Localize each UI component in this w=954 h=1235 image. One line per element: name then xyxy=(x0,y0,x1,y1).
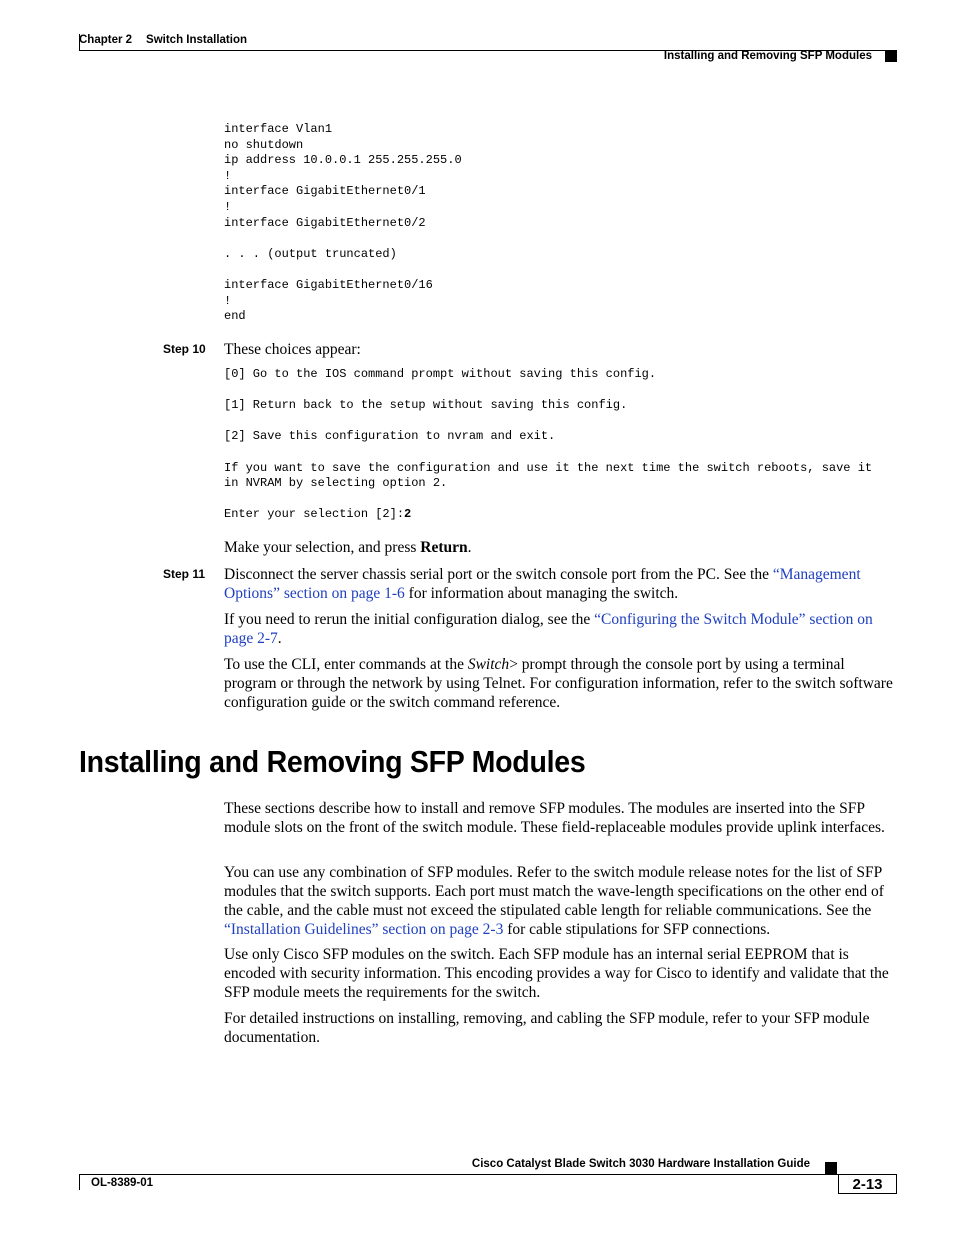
footer-doc-number: OL-8389-01 xyxy=(91,1177,154,1189)
step-11-paragraph-3 xyxy=(224,655,896,712)
section-heading: Installing and Removing SFP Modules xyxy=(79,744,586,779)
running-header-chapter xyxy=(79,34,247,46)
chapter-number: Chapter 2 xyxy=(79,34,133,46)
footer-rule xyxy=(79,1174,897,1175)
p3-text: To use the CLI, enter commands at the xyxy=(224,656,468,673)
running-header-section: Installing and Removing SFP Modules xyxy=(663,50,872,62)
switch-prompt: Switch xyxy=(467,656,510,673)
page-number: 2-13 xyxy=(838,1174,897,1194)
config-code-block: interface Vlan1 no shutdown ip address 10.0.0.1 255.255.255.0 ! interface GigabitEthernet0/1 ! interface GigabitEthernet0/2 . . . (output truncated) interface GigabitEthernet0/16 ! end xyxy=(224,122,462,324)
p3-text-end: > prompt through the console port by using a terminal program or through the network by using Telnet. For configuration information, refer to the switch software configuration guide or the switch command reference. xyxy=(224,656,893,711)
section-paragraph-3: Use only Cisco SFP modules on the switch. Each SFP module has an internal serial EEPROM that is encoded with security information. This encoding provides a way for Cisco to identify and validate that the SFP module meets the requirements for the switch. xyxy=(224,946,889,1001)
s2-text: You can use any combination of SFP modules. Refer to the switch module release notes for the list of SFP modules that the switch supports. Each port must match the wave-length specifications on the other end of the cable, and the cable must not exceed the stipulated cable length for reliable communications. See the xyxy=(224,864,884,919)
p1-text: Disconnect the server chassis serial port or the switch console port from the PC. See the xyxy=(224,566,773,583)
installation-guidelines-link[interactable]: “Installation Guidelines” section on page 2-3 xyxy=(224,921,504,938)
step-11-paragraph-2 xyxy=(224,610,896,648)
return-key: Return xyxy=(420,539,468,556)
p1-text-end: for information about managing the switch. xyxy=(404,585,679,602)
step-11-paragraph-1 xyxy=(224,565,896,603)
management-options-link[interactable]: “Management Options” section on page 1-6 xyxy=(224,566,861,602)
chapter-title: Switch Installation xyxy=(146,34,248,46)
footer-rule-vertical xyxy=(79,1174,80,1190)
selection-input: 2 xyxy=(404,507,412,522)
footer-marker xyxy=(825,1162,837,1174)
instruction-text: Make your selection, and press xyxy=(224,539,421,556)
setup-choices-code xyxy=(224,367,872,523)
p2-text-end: . xyxy=(277,630,282,647)
step-10-label: Step 10 xyxy=(163,342,206,356)
p2-text: If you need to rerun the initial configuration dialog, see the xyxy=(224,611,595,628)
instruction-end: . xyxy=(467,539,472,556)
section-paragraph-4: For detailed instructions on installing, removing, and cabling the SFP module, refer to your SFP module documentation. xyxy=(224,1010,870,1046)
section-paragraph-1: These sections describe how to install and remove SFP modules. The modules are inserted into the SFP module slots on the front of the switch module. These field-replaceable modules provide uplink interfaces. xyxy=(224,800,885,836)
s2-text-end: for cable stipulations for SFP connections. xyxy=(503,921,771,938)
step-11-label: Step 11 xyxy=(163,567,206,581)
configuring-switch-module-link[interactable]: “Configuring the Switch Module” section on page 2-7 xyxy=(224,611,873,647)
footer-guide-title: Cisco Catalyst Blade Switch 3030 Hardware Installation Guide xyxy=(471,1158,810,1170)
setup-choices-text: [0] Go to the IOS command prompt without saving this config. [1] Return back to the setup without saving this config. [2] Save this configuration to nvram and exit. If you want to save the configuration and use it the next time the switch reboots, save it in NVRAM by selecting option 2. Enter your selection [2]: xyxy=(224,367,873,522)
step-10-text: These choices appear: xyxy=(224,341,361,358)
header-marker xyxy=(885,50,897,62)
section-paragraph-2 xyxy=(224,863,896,939)
step-10-instruction xyxy=(224,538,896,557)
